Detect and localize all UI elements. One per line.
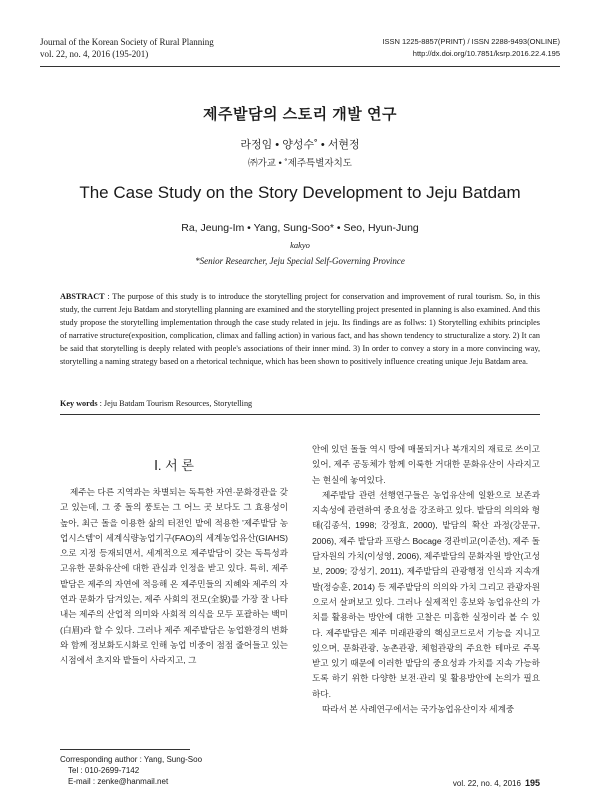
keywords (60, 399, 540, 408)
doi-link[interactable]: http://dx.doi.org/10.7851/ksrp.2016.22.4.195 (412, 49, 560, 58)
abstract-label: ABSTRACT (60, 292, 105, 301)
journal-volume: vol. 22, no. 4, 2016 (195-201) (40, 49, 149, 59)
title-english: The Case Study on the Story Development to Jeju Batdam (79, 183, 521, 202)
body-paragraph: 따라서 본 사례연구에서는 국가농업유산이자 세계중 (322, 704, 515, 715)
abstract-text: : The purpose of this study is to introduce the storytelling project for conservation and improvement of rural tourism. So, in this study, the current Jeju Batdam and storytelling planning are examined and the storytelling project presented in planning is also examined. And this study propose the storytelling implementation through the case study related in jeju. Its findings are as follws: 1) Storytelling exhibits principles of narrative structure(exposition, complication, climax and falling action) in various fact, and has shown tendency to structuralize a story. 2) It can be said that storytelling is deeply related with people's associations of their inner mind. 3) In order to convey a story in a more convincing way, storytelling a naming strategy based on a rhetorical technique, which has been shown to positively influence creating unique Jeju Batdam area. (60, 292, 540, 367)
keywords-divider (60, 414, 540, 415)
issn: ISSN 1225-8857(PRINT) / ISSN 2288-9493(ONLINE) (382, 37, 560, 46)
corresponding-author: Corresponding author : Yang, Sung-Soo (60, 755, 203, 764)
journal-header (40, 36, 214, 60)
body-right-column (312, 442, 540, 717)
authors-english: Ra, Jeung-Im • Yang, Sung-Soo* • Seo, Hyun-Jung (181, 222, 419, 234)
page-footer (453, 778, 540, 788)
footer-issue: vol. 22, no. 4, 2016 (452, 779, 521, 788)
author-tel: Tel : 010-2699-7142 (68, 766, 140, 775)
affiliation-english-2: *Senior Researcher, Jeju Special Self-Governing Province (195, 256, 405, 266)
affiliation-korean: ㈜가교 • ˚제주특별자치도 (248, 158, 352, 169)
page-number: 195 (524, 778, 540, 788)
body-paragraph: 안에 있던 돌들 역시 땅에 매몰되거나 복개지의 재료로 쓰이고 있어, 제주 공동체가 함께 이룩한 거대한 문화유산이 사라지고는 현실에 놓여있다. (312, 444, 540, 485)
body-left-column: 제주는 다른 지역과는 차별되는 독특한 자연·문화경관을 갖고 있는데, 그 중 돌의 풍토는 그 어느 곳 보다도 그 효용성이 높아, 최근 돌을 이용한 삶의 터전인 밭에 적용한 '제주밭담 농업시스템'이 세계식량농업기구(FAO)의 세계농업유산(GIAHS)으로 지정 등재되면서, 세계적으로 제주밭담이 갖는 독특성과 고유한 문화유산에 대한 관심과 인정을 받고 있다. 특히, 제주밭담은 제주의 자연에 적응해 온 제주민들의 지혜와 제주의 자연과 문화가 담겨있는, 제주 사회의 전모(全貌)를 가장 잘 나타내는 제주의 산업적 의미와 사회적 의식을 모두 포괄하는 백미(白眉)라 할 수 있다. 그러나 제주 제주밭담은 농업환경의 변화와 함께 정보화도시화로 인해 농업 비중이 점점 줄어들고 있는 시점에서 초지와 밭들이 사라지고, 그 (60, 487, 288, 666)
body-paragraph: 제주밭담 관련 선행연구들은 농업유산에 일환으로 보존과 지속성에 관련하여 중요성을 강조하고 있다. 밭담의 의의와 형태(김종석, 1998; 강정효, 2000), 밭담의 확산 과정(강문규, 2006), 제주 밭담과 프랑스 Bocage 경관비교(이준선), 제주 돌담자원의 가치(이성영, 2006), 제주밭담의 문화자원 방안(고성보, 2009; 강성기, 2011), 제주밭담의 관광행정 인식과 지속개발(정승훈, 2014) 등 제주밭담의 의의와 가치 그리고 관광자원으로서 살펴보고 있다. 그러나 실제적인 홍보와 농업유산의 가치를 활용하는 방안에 대한 고찰은 미흡한 실정이라 볼 수 있다. 제주밭담은 제주 미래관광의 핵심코드로서 기능을 지니고 있으며, 문화관광, 농촌관광, 체험관광의 주요한 테마로 주목받고 있기 때문에 이러한 밭담의 중요성과 가치를 지속 가능하도록 하기 위한 다양한 보전·관리 및 활용방안에 논의가 필요하다. (312, 489, 540, 699)
journal-identifiers (382, 36, 560, 60)
journal-name: Journal of the Korean Society of Rural Planning (40, 37, 214, 47)
corresponding-author-footnote (60, 754, 202, 787)
section-heading: Ⅰ. 서 론 (154, 458, 194, 473)
author-email[interactable]: E-mail : zenke@hanmail.net (68, 777, 169, 786)
affiliation-english-1: kakyo (290, 240, 310, 250)
authors-korean: 라정임 • 양성수˚ • 서현정 (240, 139, 360, 151)
abstract (60, 290, 540, 369)
keywords-text: : Jeju Batdam Tourism Resources, Storytelling (99, 399, 253, 408)
keywords-label: Key words (60, 399, 98, 408)
footnote-divider (60, 749, 190, 750)
title-korean: 제주밭담의 스토리 개발 연구 (203, 106, 397, 123)
header-divider (40, 66, 560, 67)
